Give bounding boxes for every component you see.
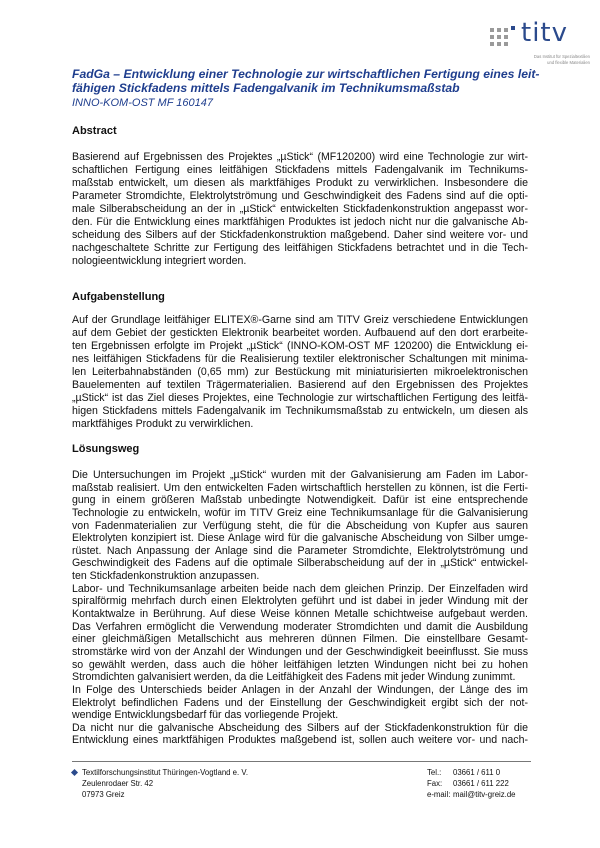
text-line: Elektrolyt befindlichen Fadens und der Einstellung der Geschwindigkeit ergibt sich der not-: [72, 696, 528, 709]
contact-label: Tel.:: [427, 768, 442, 777]
address-line: 07973 Greiz: [82, 790, 125, 799]
address-line: Zeulenrodaer Str. 42: [82, 779, 154, 788]
text-line: male Silberabscheidung an der in „µStick“ entwickelten Stickfadenkonstruktion angepasst wor-: [72, 203, 528, 216]
text-line: Das Verfahren ermöglicht die Verwendung moderater Stromdichten und damit die Ausbildung: [72, 620, 528, 633]
aufgabenstellung-text: [72, 314, 528, 431]
text-line: Auf der Grundlage leitfähiger ELITEX®-Garne sind am TITV Greiz verschiedene Entwicklungen: [72, 314, 528, 326]
text-line: rüstet. Nach Anpassung der Anlage sind die Parameter Stromdichte, Elektrolytströmung und: [72, 544, 528, 557]
text-line: auf dem Gebiet der gestickten Elektronik bearbeitet worden. Aufbauend auf den dort erarbeite-: [72, 327, 528, 340]
text-line: Technologie zu entwickeln, wofür im TITV Greiz eine Technikumsanlage für die Galvanisierung: [72, 506, 528, 519]
text-line: Parameter Stromdichte, Elektrolytströmung und Geschwindigkeit des Fadens sind auf die opti-: [72, 190, 528, 203]
text-line: scheidung des Silbers auf der Stickfadenkonstruktion maßgebend. Daher sind weitere vor- und: [72, 229, 528, 242]
contact-label: Fax:: [427, 779, 443, 788]
text-line: gung in einem größeren Maßstab unbedingte Notwendigkeit. Dafür ist eine entsprechende: [72, 494, 528, 507]
tagline-line: und flexible Materialien: [547, 59, 590, 65]
text-line: In Folge des Unterschieds beider Anlagen in der Anzahl der Windungen, der Länge des im: [72, 683, 528, 696]
text-line: wendige Entwicklungsbedarf für das vorliegende Projekt.: [72, 709, 339, 722]
text-line: stromstärke wird von der Anzahl der Windungen und der Geschwindigkeit beeinflusst. Sie muss: [72, 645, 528, 658]
text-line: Bauelementen auf textilen Trägermaterialien. Basierend auf den Ergebnissen des Projektes: [72, 379, 528, 392]
text-line: schaftlichen Fertigung eines leitfähigen Stickfadens mittels Fadengalvanik im Technikums-: [72, 164, 528, 177]
footer-contact: [427, 767, 516, 800]
footer-address: [82, 767, 248, 800]
logo-dot-grid-icon: [490, 26, 520, 48]
abstract-text: [72, 151, 528, 268]
section-heading-loesungsweg: Lösungsweg: [72, 443, 140, 455]
text-line: Stromdichten galvanisiert werden, da die Leitfähigkeit des Fadens mit jeder Windung zunimmt.: [72, 671, 516, 684]
text-line: Elektrolyten konzipiert ist. Diese Anlage wird für die galvanische Abscheidung von Silber umge-: [72, 532, 528, 545]
fax-number: 03661 / 611 222: [453, 779, 509, 788]
footer-divider: [72, 761, 531, 762]
tagline-line: Das Institut für Spezialtextilien: [533, 54, 590, 59]
text-line: so gewählt werden, dass auch die höher leitfähigen letzten Windungen nicht bei zu hohen: [72, 658, 528, 671]
project-number: INNO-KOM-OST MF 160147: [72, 97, 213, 109]
text-line: nachgeschaltete Schritte zur Fertigung des leitfähigen Stickfadens betrachtet und in die Tech-: [72, 242, 528, 255]
bullet-diamond-icon: [71, 769, 78, 776]
text-line: den. Für die Entwicklung eines marktfähigen Produktes ist jedoch nicht nur die galvanische Ab-: [72, 216, 528, 229]
text-line: higen Stickfadens mittels Fadengalvanik im Technikumsmaßstab zu entwickeln, um diesen als: [72, 405, 528, 418]
text-line: len Leiterbahnabständen (0,65 mm) zur Bestückung mit miniaturisierten mikroelektronischen: [72, 366, 528, 379]
text-line: spiralförmig mehrfach durch einen Elektrolyten geführt und ist dabei in jeder Windung mit der: [72, 595, 528, 608]
text-line: Labor- und Technikumsanlage arbeiten beide nach dem gleichen Prinzip. Der Einzelfaden wird: [72, 582, 528, 595]
loesungsweg-text: [72, 469, 528, 747]
contact-label: e-mail:: [427, 790, 451, 799]
text-line: von Fadenmaterialien zur Verfügung steht, die für die Abscheidung von Kupfer aus sauren: [72, 519, 528, 532]
title-line: FadGa – Entwicklung einer Technologie zur wirtschaftlichen Fertigung eines leit-: [72, 67, 540, 81]
text-line: nes leitfähigen Stickfadens für die Realisierung textiler elektronischer Schaltungen mit minima-: [72, 353, 528, 366]
text-line: ten Ergebnissen erfolgte im Projekt „µStick“ (INNO-KOM-OST MF 120200) die Entwicklung ei-: [72, 340, 528, 353]
text-line: Da nicht nur die galvanische Abscheidung des Silbers auf der Stickfadenkonstruktion für die: [72, 721, 528, 734]
phone-number: 03661 / 611 0: [453, 768, 501, 777]
text-line: Geschwindigkeit des Fadens auf die optimale Silberabscheidung auf der in „µStick“ entwickel-: [72, 557, 528, 570]
title-line: fähigen Stickfadens mittels Fadengalvanik im Technikumsmaßstab: [72, 80, 460, 95]
text-line: maßstab realisiert. Um den entwickelten Faden wirtschaftlich herstellen zu können, ist die Ferti-: [72, 481, 528, 494]
text-line: „µStick“ ist das Ziel dieses Projektes, eine Technologie zur wirtschaftlichen Fertigung des leitfä-: [72, 392, 528, 405]
text-line: Die Untersuchungen im Projekt „µStick“ wurden mit der Galvanisierung am Faden im Labor-: [72, 469, 528, 481]
section-heading-abstract: Abstract: [72, 125, 117, 137]
section-heading-aufgabenstellung: Aufgabenstellung: [72, 291, 165, 303]
address-line: Textilforschungsinstitut Thüringen-Vogtland e. V.: [82, 768, 249, 777]
logo-tagline: [490, 54, 590, 65]
text-line: nologieentwicklung integriert worden.: [72, 255, 247, 268]
text-line: einer gleichmäßigen Metallschicht aus mehreren dünnen Filmen. Die einstellbare Gesamt-: [72, 633, 528, 646]
email-link[interactable]: mail@titv-greiz.de: [453, 790, 516, 799]
text-line: Basierend auf Ergebnissen des Projektes „µStick“ (MF120200) wird eine Technologie zur wirt-: [72, 151, 528, 163]
text-line: Entwicklung eines marktfähigen Produktes maßgebend ist, sollen auch weitere vor- und nach-: [72, 734, 528, 747]
text-line: ten Stickfadenkonstruktion anzupassen.: [72, 570, 260, 583]
text-line: Kontaktwalze in Berührung. Auf diese Weise können Metalle schichtweise aufgebaut werden.: [72, 608, 528, 621]
logo-wordmark: titv: [521, 18, 568, 48]
document-title: [72, 68, 542, 95]
text-line: maßstab entwickelt, um diesen als marktfähiges Produkt zu verwirklichen. Insbesondere die: [72, 177, 528, 190]
text-line: marktfähiges Produkt zu verwirklichen.: [72, 418, 254, 431]
